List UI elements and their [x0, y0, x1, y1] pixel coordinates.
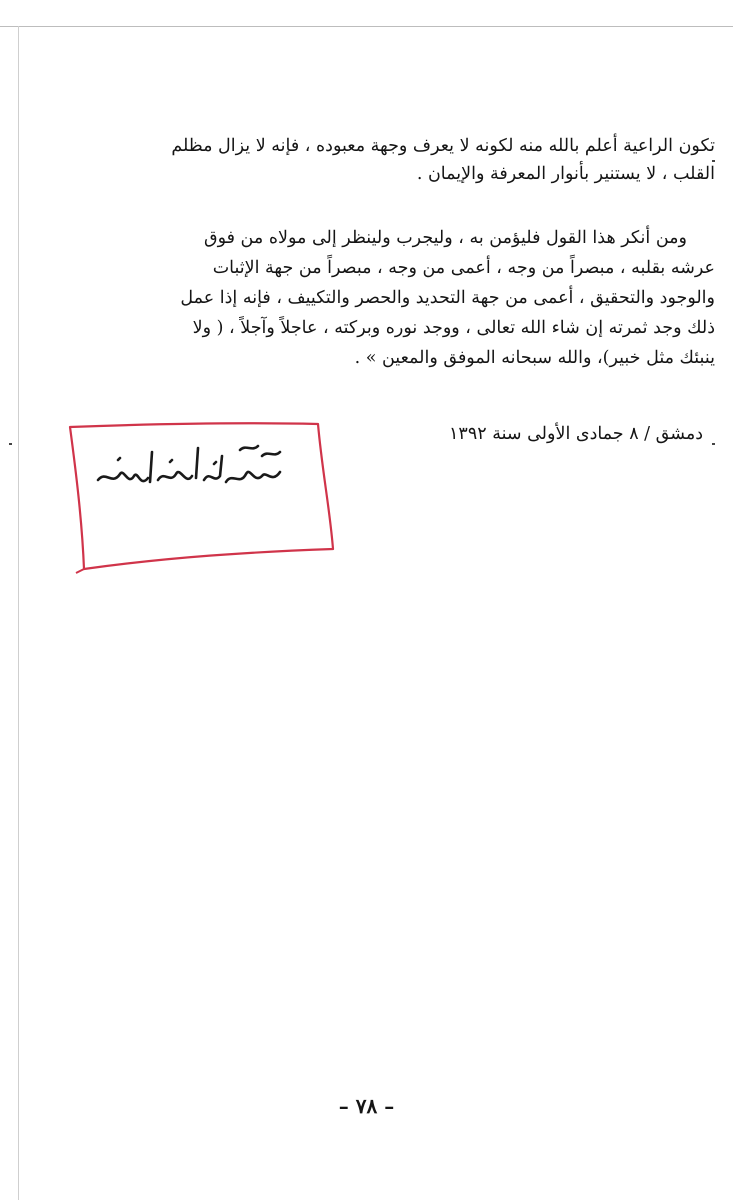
scan-mark	[712, 443, 715, 445]
text-line: تكون الراعية أعلم بالله منه لكونه لا يعرف وجهة معبوده ، فإنه لا يزال مظلم	[171, 136, 715, 156]
paragraph-1	[75, 132, 715, 188]
scan-top-border	[0, 0, 733, 27]
signature-text: محمد ناصر الدين الألباني	[184, 472, 196, 473]
text-line: ينبئك مثل خبير)، والله سبحانه الموفق والمعين » .	[354, 348, 715, 368]
text-line: ومن أنكر هذا القول فليؤمن به ، وليجرب ولينظر إلى مولاه من فوق	[204, 228, 687, 248]
text-line: ذلك وجد ثمرته إن شاء الله تعالى ، ووجد نوره وبركته ، عاجلاً وآجلاً ، ( ولا	[192, 318, 715, 338]
signature-image	[98, 446, 280, 482]
scan-mark	[9, 443, 12, 445]
text-line: القلب ، لا يستنير بأنوار المعرفة والإيمان .	[416, 164, 715, 184]
paragraph-2	[75, 224, 715, 372]
stamp-tail	[76, 569, 84, 573]
text-line: والوجود والتحقيق ، أعمى من جهة التحديد والحصر والتكييف ، فإنه إذا عمل	[180, 288, 715, 308]
stamp-outline	[70, 423, 333, 569]
date-line: دمشق / ٨ جمادى الأولى سنة ١٣٩٢	[449, 424, 703, 444]
page-number: – ٧٨ –	[338, 1094, 395, 1118]
text-line: عرشه بقلبه ، مبصراً من وجه ، أعمى من وجه ، مبصراً من جهة الإثبات	[212, 258, 715, 278]
scan-left-border	[0, 26, 19, 1200]
